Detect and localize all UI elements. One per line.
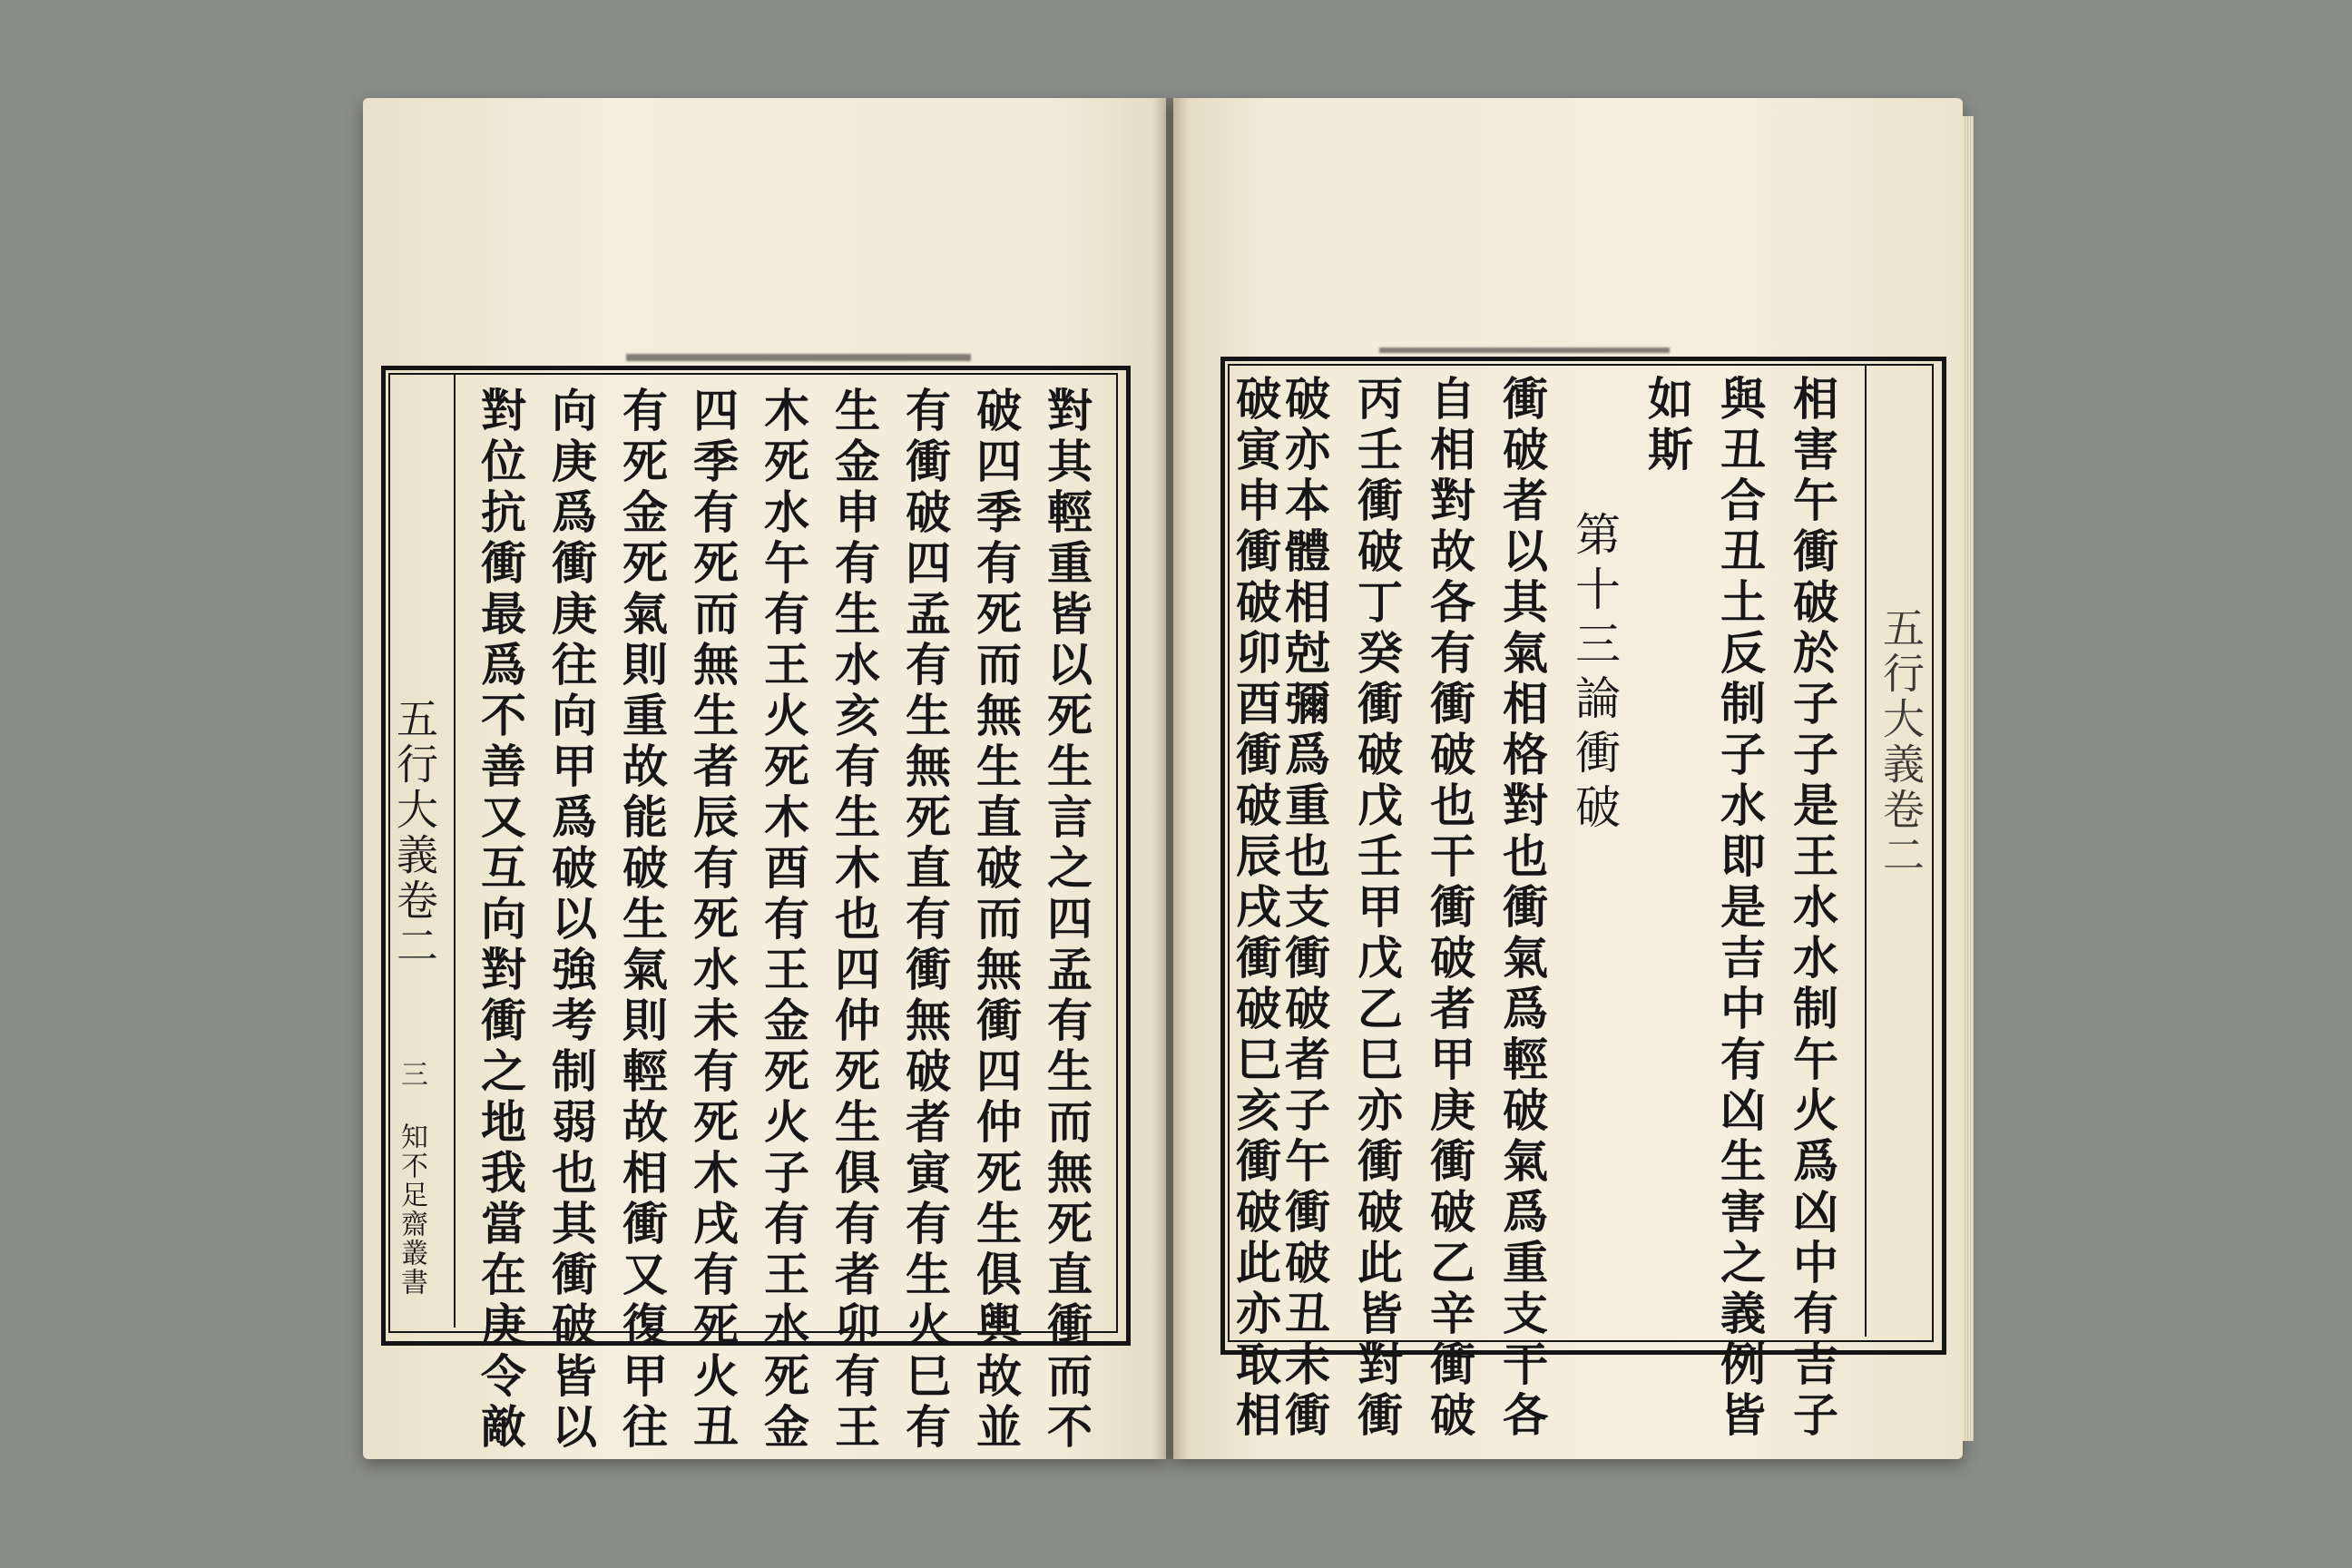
left-center-footer: 三 知不足齋叢書 <box>396 1060 427 1297</box>
text-column: 向庚爲衝庚往向甲爲破以強考制弱也其衝破皆以 <box>544 387 598 1454</box>
right-center-title: 五行大義卷二 <box>1877 606 1926 878</box>
ink-smudge <box>1379 348 1670 353</box>
ink-smudge <box>626 354 971 361</box>
text-column: 生金申有生水亥有生木也四仲死生俱有者卯有王 <box>828 387 881 1454</box>
text-column: 與丑合丑土反制子水即是吉中有凶生害之義例皆 <box>1713 375 1767 1442</box>
text-column: 木死水午有王火死木酉有王金死火子有王水死金 <box>757 387 810 1454</box>
text-column: 四季有死而無生者辰有死水未有死木戌有死火丑 <box>686 387 740 1454</box>
text-column: 衝破者以其氣相格對也衝氣爲輕破氣爲重支干各 <box>1495 375 1549 1442</box>
center-rule <box>454 375 456 1328</box>
book-gutter <box>1152 98 1189 1459</box>
open-book <box>363 98 1969 1514</box>
page-edges <box>1963 116 1974 1441</box>
text-column: 如斯 <box>1641 375 1694 476</box>
text-column: 破寅申衝破卯酉衝破辰戌衝破巳亥衝破此亦取相 <box>1229 375 1282 1442</box>
section-heading: 第十三論衝破 <box>1568 511 1621 838</box>
text-column: 破亦本體相尅彌爲重也支衝破者子午衝破丑未衝 <box>1278 375 1331 1442</box>
text-column: 對位抗衝最爲不善又互向對衝之地我當在庚令敵 <box>474 387 527 1454</box>
left-center-title: 五行大義卷二 <box>390 697 439 969</box>
text-column: 丙壬衝破丁癸衝破戊壬甲戊乙巳亦衝破此皆對衝 <box>1350 375 1404 1442</box>
center-rule <box>1865 366 1867 1337</box>
text-column: 自相對故各有衝破也干衝破者甲庚衝破乙辛衝破 <box>1423 375 1476 1442</box>
text-column: 有死金死氣則重故能破生氣則輕故相衝又復甲往 <box>615 387 669 1454</box>
text-column: 對其輕重皆以死生言之四孟有生而無死直衝而不 <box>1040 387 1093 1454</box>
text-column: 破四季有死而無生直破而無衝四仲死生俱輿故並 <box>969 387 1023 1454</box>
text-column: 相害午衝破於子子是王水水制午火爲凶中有吉子 <box>1786 375 1839 1442</box>
text-column: 有衝破四孟有生無死直有衝無破者寅有生火巳有 <box>898 387 952 1454</box>
